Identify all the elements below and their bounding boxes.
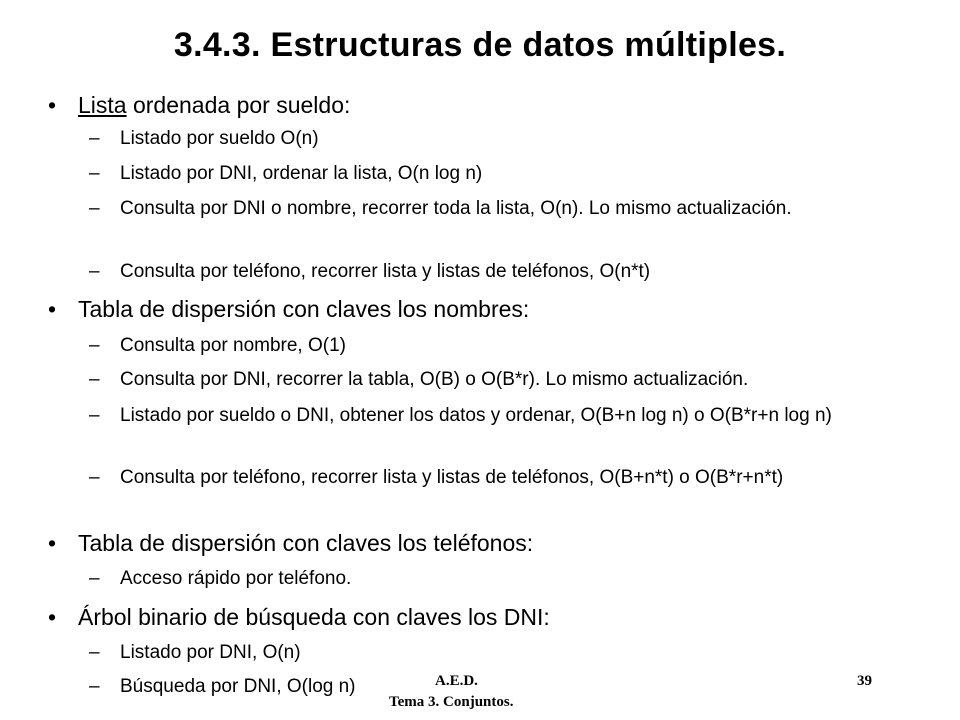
sub-item-text: Consulta por DNI o nombre, recorrer toda la lista, O(n). Lo mismo actualización. — [120, 198, 792, 219]
page-number: 39 — [857, 673, 872, 689]
sub-item-text: Búsqueda por DNI, O(log n) — [120, 676, 356, 697]
dash-marker: – — [89, 642, 100, 663]
dash-marker: – — [89, 568, 100, 589]
sub-item-text: Consulta por nombre, O(1) — [120, 335, 346, 356]
bullet-marker: • — [48, 92, 57, 118]
dash-marker: – — [89, 369, 100, 390]
footer-topic: Tema 3. Conjuntos. — [389, 694, 514, 710]
bullet-marker: • — [48, 604, 57, 630]
sub-item-text: Acceso rápido por teléfono. — [120, 568, 352, 589]
underlined-term: Lista — [78, 92, 127, 118]
sub-item-text: Consulta por DNI, recorrer la tabla, O(B) o O(B*r). Lo mismo actualización. — [120, 369, 749, 390]
dash-marker: – — [89, 261, 100, 282]
dash-marker: – — [89, 676, 100, 697]
sub-item-text: Listado por DNI, O(n) — [120, 642, 301, 663]
sub-item-text: Listado por sueldo o DNI, obtener los datos y ordenar, O(B+n log n) o O(B*r+n log n) — [120, 405, 832, 426]
bullet-marker: • — [48, 296, 57, 322]
bullet-marker: • — [48, 530, 57, 556]
sub-item-text: Listado por DNI, ordenar la lista, O(n log n) — [120, 163, 483, 184]
bullet-label: Árbol binario de búsqueda con claves los DNI: — [78, 604, 550, 630]
bullet-label: Tabla de dispersión con claves los nombres: — [78, 296, 530, 322]
sub-item-text: Consulta por teléfono, recorrer lista y listas de teléfonos, O(B+n*t) o O(B*r+n*t) — [120, 467, 784, 488]
dash-marker: – — [89, 467, 100, 488]
footer-course: A.E.D. — [435, 673, 478, 689]
dash-marker: – — [89, 335, 100, 356]
sub-item-text: Consulta por teléfono, recorrer lista y listas de teléfonos, O(n*t) — [120, 261, 651, 282]
sub-item-text: Listado por sueldo O(n) — [120, 128, 319, 149]
slide-title: 3.4.3. Estructuras de datos múltiples. — [173, 26, 787, 64]
bullet-label: ordenada por sueldo: — [126, 92, 351, 118]
dash-marker: – — [89, 128, 100, 149]
dash-marker: – — [89, 163, 100, 184]
dash-marker: – — [89, 198, 100, 219]
bullet-label: Tabla de dispersión con claves los teléfonos: — [78, 530, 534, 556]
dash-marker: – — [89, 405, 100, 426]
